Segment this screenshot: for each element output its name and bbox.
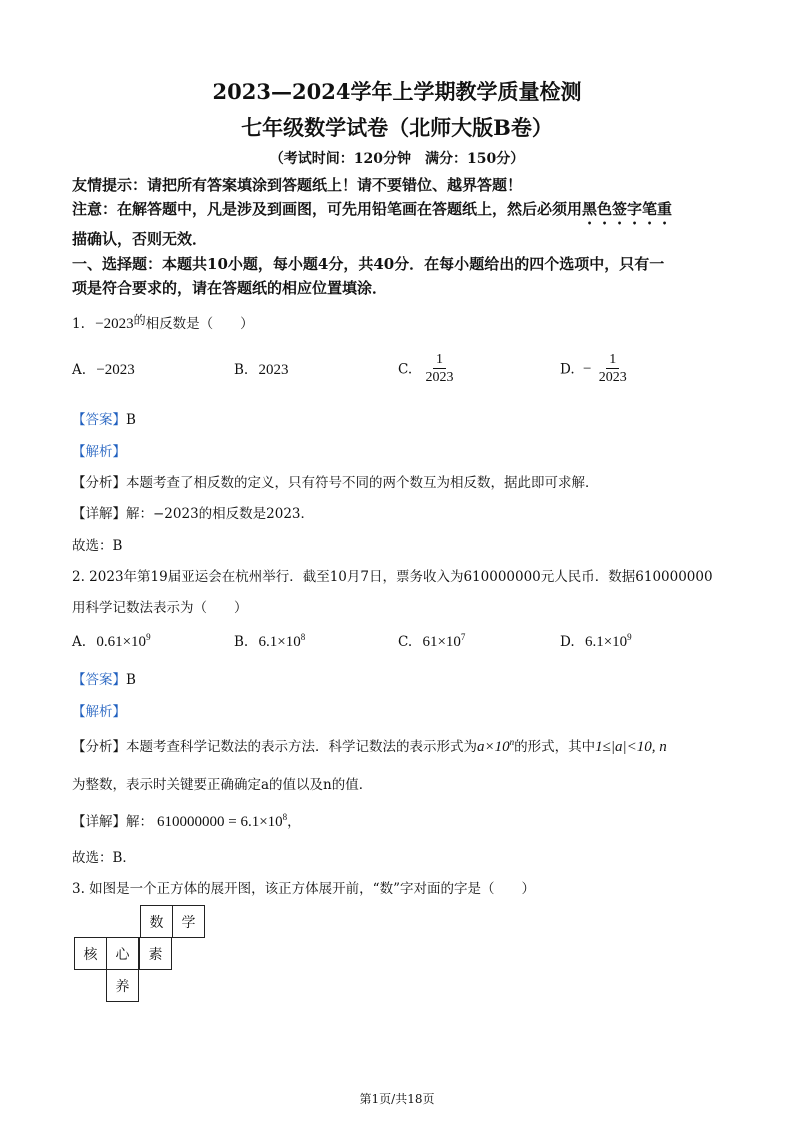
q2-answer (72, 668, 136, 688)
section-1-heading-line2: 项是符合要求的，请在答题纸的相应位置填涂． (72, 279, 388, 297)
option-exponent: 8 (300, 632, 306, 642)
option-value: 2023 (258, 362, 289, 378)
option-label: C. (398, 361, 413, 378)
net-cell-shu: 数 (140, 905, 173, 938)
option-label: D. (560, 361, 575, 378)
q1-option-c[interactable] (398, 352, 456, 387)
option-base: 61×10 (422, 634, 461, 650)
fenxi-text-2: 的形式，其中 (514, 739, 596, 755)
option-value (96, 634, 150, 650)
minus-sign: − (582, 361, 592, 377)
question-1-expr: −2023 (95, 316, 134, 332)
form-base: a×10 (477, 739, 510, 755)
option-value: −2023 (96, 362, 135, 378)
sci-notation-form (477, 739, 514, 755)
attention-note (72, 198, 672, 228)
option-label: C. (398, 634, 413, 650)
q1-choose: 故选：B (72, 538, 123, 554)
q2-option-a[interactable] (72, 632, 151, 651)
q1-fenxi (72, 471, 599, 491)
fraction-numerator: 1 (606, 352, 619, 369)
fraction (596, 352, 630, 387)
detail-expr-base: 610000000 = 6.1×10 (157, 814, 283, 830)
fraction-denominator: 2023 (425, 370, 454, 385)
answer-value: B (126, 412, 136, 428)
option-exponent: 7 (460, 632, 466, 642)
attention-note-part1: 注意：在解答题中，凡是涉及到画图，可先用铅笔画在答题纸上，然后必须用 (72, 200, 583, 218)
form-exponent: n (509, 737, 515, 747)
attention-note-emphasis: 黑色签字笔重 (582, 200, 673, 218)
page-footer: 第1页/共18页 (359, 1092, 435, 1106)
question-1-text: 相反数是（ ） (145, 316, 254, 332)
net-cell-he: 核 (74, 937, 107, 970)
option-exponent: 9 (627, 632, 632, 642)
exam-info: （考试时间：120分钟 满分：150分） (269, 151, 525, 167)
option-label: A. (72, 362, 87, 378)
net-cell-yang: 养 (106, 969, 139, 1002)
option-label: B. (234, 634, 249, 650)
option-value (422, 634, 465, 650)
q2-choose: 故选：B． (72, 850, 136, 866)
q2-option-c[interactable] (398, 632, 465, 651)
net-cell-xin: 心 (106, 937, 139, 970)
detail-expression (157, 814, 287, 830)
question-2: 2. 2023年第19届亚运会在杭州举行．截至10月7日，票务收入为610000000元人民币．数据610000000 (72, 569, 713, 585)
option-label: D. (560, 634, 575, 650)
option-exponent: 9 (146, 632, 151, 642)
exam-subtitle: 七年级数学试卷（北师大版B卷） (241, 115, 553, 140)
q1-analysis-tag: 【解析】 (72, 444, 126, 460)
q2-analysis-tag: 【解析】 (72, 704, 126, 720)
net-cell-su: 素 (139, 937, 172, 970)
q2-option-d[interactable] (560, 632, 632, 651)
option-label: A. (72, 634, 87, 650)
exam-title: 2023—2024学年上学期教学质量检测 (212, 79, 582, 104)
fraction-denominator: 2023 (598, 370, 627, 385)
q2-fenxi (72, 735, 667, 756)
attention-note-line2: 描确认，否则无效． (72, 230, 208, 248)
question-3: 3. 如图是一个正方体的展开图，该正方体展开前，“数”字对面的字是（ ） (72, 881, 535, 897)
question-number: 1. (72, 316, 85, 332)
question-2-line2: 用科学记数法表示为（ ） (72, 600, 248, 616)
answer-tag: 【答案】 (72, 672, 126, 688)
fraction-numerator: 1 (433, 352, 446, 369)
question-1 (72, 312, 254, 333)
friendly-tip: 友情提示：请把所有答案填涂到答题纸上！请不要错位、越界答题！ (72, 176, 523, 194)
q1-answer (72, 408, 136, 428)
detail-text: 解： (126, 814, 153, 830)
q2-option-b[interactable] (234, 632, 305, 651)
q1-option-b[interactable] (234, 362, 289, 379)
detail-text: 解：−2023的相反数是2023． (126, 506, 315, 522)
answer-tag: 【答案】 (72, 412, 126, 428)
option-value (585, 634, 632, 650)
option-base: 6.1×10 (584, 634, 628, 650)
section-1-heading: 一、选择题：本题共10小题，每小题4分，共40分．在每小题给出的四个选项中，只有一 (72, 255, 665, 273)
q1-option-d[interactable] (560, 352, 630, 387)
option-base: 0.61×10 (96, 634, 147, 650)
q2-detail (72, 810, 301, 831)
detail-expr-exponent: 8 (282, 812, 288, 822)
option-value (259, 634, 306, 650)
question-1-de: 的 (133, 313, 146, 327)
range-expression: 1≤|a|<10, n (595, 739, 667, 755)
option-base: 6.1×10 (258, 634, 301, 650)
detail-end: ， (287, 814, 301, 830)
fenxi-tag: 【分析】 (72, 739, 126, 755)
detail-tag: 【详解】 (72, 814, 126, 830)
fenxi-text: 本题考查科学记数法的表示方法．科学记数法的表示形式为 (126, 739, 477, 755)
q2-fenxi-line2: 为整数，表示时关键要正确确定a的值以及n的值． (72, 777, 373, 793)
q1-detail (72, 502, 314, 522)
net-cell-xue: 学 (172, 905, 205, 938)
detail-tag: 【详解】 (72, 506, 126, 522)
fraction (422, 352, 456, 387)
option-label: B. (234, 362, 249, 378)
q1-option-a[interactable] (72, 362, 135, 379)
fenxi-tag: 【分析】 (72, 475, 126, 491)
fenxi-text: 本题考查了相反数的定义，只有符号不同的两个数互为相反数，据此即可求解． (126, 475, 599, 491)
answer-value: B (126, 672, 136, 688)
